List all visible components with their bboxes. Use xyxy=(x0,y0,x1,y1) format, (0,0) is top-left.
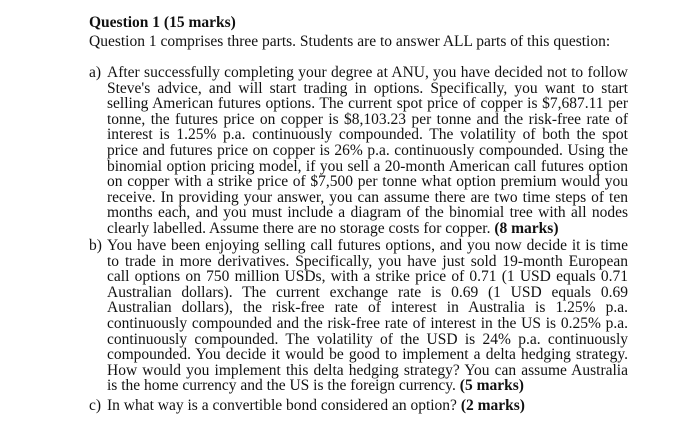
question-title: Question 1 (15 marks) xyxy=(89,14,236,31)
part-text: After successfully completing your degree at ANU, you have decided not to follow Steve's advice, and will start trading in options. Specifically, you want to start selling American futures options. The current spot price of copper is $7,687.11 per tonne, the futures price on copper is $8,103.23 per tonne and the risk-free rate of interest is 1.25% p.a. continuously compounded. The volatility of both the spot price and futures price on copper is 26% p.a. continuously compounded. Using the binomial option pricing model, if you sell a 20-month American call futures option on copper with a strike price of $7,500 per tonne what option premium would you receive. In providing your answer, you can assume there are two time steps of ten months each, and you must include a diagram of the binomial tree with all nodes clearly labelled. Assume there are no storage costs for copper. xyxy=(107,64,628,237)
part-marks: (5 marks) xyxy=(459,377,524,395)
part-label: c) xyxy=(89,397,102,414)
part-marks: (2 marks) xyxy=(460,397,525,414)
part-body xyxy=(107,238,628,394)
question-part-a xyxy=(89,65,629,237)
part-body xyxy=(107,65,628,237)
part-label: a) xyxy=(89,64,102,81)
question-intro: Question 1 comprises three parts. Students are to answer ALL parts of this question: xyxy=(89,33,611,50)
part-text: You have been enjoying selling call futures options, and you now decide it is time to trade in more derivatives. Specifically, you have just sold 19-month European call options on 750 million USDs, with a strike price of 0.71 (1 USD equals 0.71 Australian dollars). The current exchange rate is 0.69 (1 USD equals 0.69 Australian dollars), the risk-free rate of interest in Australia is 1.25% p.a. continuously compounded and the risk-free rate of interest in the US is 0.25% p.a. continuously compounded. The volatility of the USD is 24% p.a. continuously compounded. You decide it would be good to implement a delta hedging strategy. How would you implement this delta hedging strategy? You can assume Australia is the home currency and the US is the foreign currency. xyxy=(107,237,628,395)
part-text: In what way is a convertible bond considered an option? xyxy=(107,397,457,414)
part-body xyxy=(107,398,628,414)
question-part-b xyxy=(89,238,629,394)
question-part-c xyxy=(89,398,629,414)
part-marks: (8 marks) xyxy=(494,219,559,237)
part-label: b) xyxy=(89,237,102,254)
